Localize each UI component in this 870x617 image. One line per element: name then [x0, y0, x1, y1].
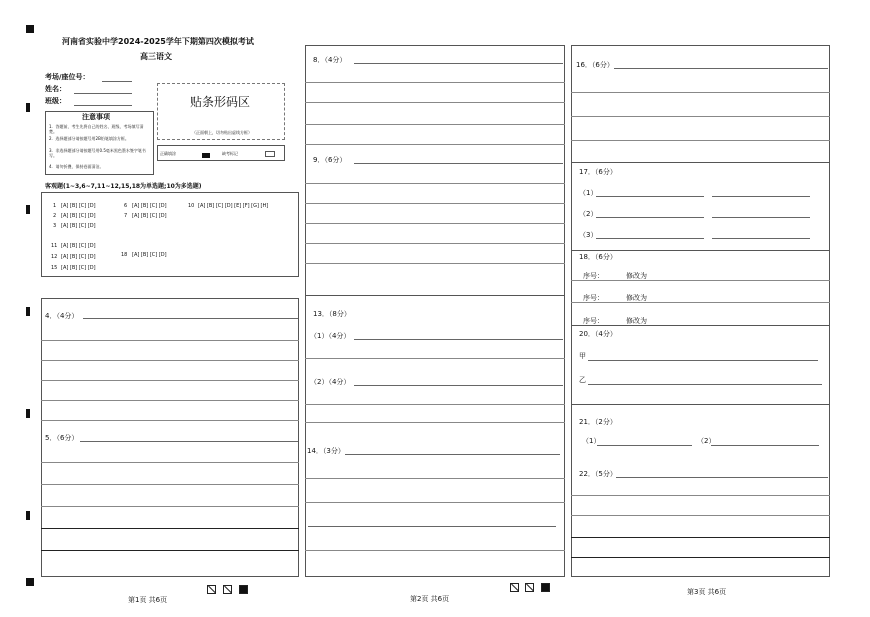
answer-line[interactable] — [305, 263, 565, 264]
q17-3-line-b[interactable] — [712, 238, 810, 239]
answer-line[interactable] — [41, 506, 299, 507]
answer-line[interactable] — [305, 223, 565, 224]
answer-line[interactable] — [305, 358, 565, 359]
barcode-area — [157, 83, 285, 140]
seq-label: 序号： — [583, 317, 604, 325]
page-marker-icon — [541, 583, 550, 592]
class-field[interactable] — [74, 105, 132, 106]
answer-line[interactable] — [305, 502, 565, 503]
q12-num: 12 — [51, 254, 58, 260]
q18-num: 18 — [121, 252, 128, 258]
q17-2-line-a[interactable] — [596, 217, 704, 218]
q16-line[interactable] — [614, 68, 828, 69]
q17-1-line-b[interactable] — [712, 196, 810, 197]
q17-label: 17．（6分） — [579, 168, 617, 176]
answer-line[interactable] — [571, 495, 830, 496]
answer-line[interactable] — [41, 360, 299, 361]
answer-line[interactable] — [305, 422, 565, 423]
timing-mark — [26, 25, 34, 33]
q4-line[interactable] — [83, 318, 298, 319]
page-marker-icon — [510, 583, 519, 592]
q4-label: 4．（4分） — [45, 312, 79, 320]
change-label: 修改为 — [626, 294, 647, 302]
answer-line[interactable] — [571, 116, 830, 117]
notes-heading: 注意事项 — [82, 113, 110, 121]
notes-item: 2．选择题部分请按题号用2B铅笔填涂方框。 — [49, 136, 129, 141]
section-divider — [571, 404, 830, 405]
q8-label: 8．（4分） — [313, 56, 347, 64]
q17-1-label: （1） — [579, 189, 598, 197]
page-marker-icon — [239, 585, 248, 594]
answer-line[interactable] — [571, 280, 830, 281]
q20-a-line[interactable] — [588, 360, 818, 361]
timing-mark — [26, 307, 30, 316]
q20-label: 20．（4分） — [579, 330, 617, 338]
barcode-label: 贴条形码区 — [190, 95, 251, 109]
answer-line[interactable] — [305, 203, 565, 204]
seq-label: 序号： — [583, 294, 604, 302]
name-label: 姓名： — [45, 85, 66, 93]
page-footer-1: 第1页 共6页 — [128, 596, 168, 604]
notes-item: 1．答题前，考生先将自己的姓名、班级、考场填写清楚。 — [49, 124, 144, 134]
section-divider — [571, 325, 830, 326]
q2-num: 2 — [53, 213, 57, 219]
answer-line[interactable] — [41, 400, 299, 401]
page-title: 河南省实验中学2024-2025学年下期第四次模拟考试 — [62, 37, 254, 46]
seq-label: 序号： — [583, 272, 604, 280]
page-subtitle: 高三语文 — [140, 52, 172, 61]
answer-line[interactable] — [41, 340, 299, 341]
answer-line[interactable] — [305, 102, 565, 103]
q21-2-line[interactable] — [711, 445, 819, 446]
q14-label: 14．（3分） — [307, 447, 345, 455]
q1-options[interactable]: [A] [B] [C] [D] — [61, 203, 96, 209]
q17-3-line-a[interactable] — [596, 238, 704, 239]
page-marker-icon — [223, 585, 232, 594]
timing-mark — [26, 511, 30, 520]
q13-1-label: （1）（4分） — [310, 332, 351, 340]
q20-b-line[interactable] — [588, 384, 822, 385]
answer-line[interactable] — [571, 140, 830, 141]
q22-label: 22．（5分） — [579, 470, 617, 478]
q11-num: 11 — [51, 243, 58, 249]
answer-line[interactable] — [571, 557, 830, 558]
q11-options[interactable]: [A] [B] [C] [D] — [61, 243, 96, 249]
q13-1-line[interactable] — [354, 339, 563, 340]
q15-num: 15 — [51, 265, 58, 271]
answer-line[interactable] — [571, 302, 830, 303]
answer-line[interactable] — [305, 478, 565, 479]
q16-label: 16．（6分） — [576, 61, 614, 69]
marks-box — [157, 145, 285, 161]
answer-line[interactable] — [41, 380, 299, 381]
answer-line[interactable] — [305, 144, 565, 145]
correct-fill-label: 正确填涂 — [160, 151, 176, 156]
section-divider — [305, 295, 565, 296]
q14-line[interactable] — [345, 454, 560, 455]
q10-num: 10 — [188, 203, 195, 209]
q15-options[interactable]: [A] [B] [C] [D] — [61, 265, 96, 271]
q21-2-label: （2） — [697, 437, 716, 445]
class-label: 班级： — [45, 97, 66, 105]
q18-options[interactable]: [A] [B] [C] [D] — [132, 252, 167, 258]
answer-line[interactable] — [571, 537, 830, 538]
timing-mark — [26, 578, 34, 586]
answer-line[interactable] — [305, 243, 565, 244]
answer-line[interactable] — [305, 550, 565, 551]
page-footer-2: 第2页 共6页 — [410, 595, 450, 603]
q7-num: 7 — [124, 213, 128, 219]
timing-mark — [26, 103, 30, 112]
q21-1-line[interactable] — [597, 445, 692, 446]
q21-1-label: （1） — [582, 437, 601, 445]
answer-line[interactable] — [305, 82, 565, 83]
answer-line[interactable] — [308, 526, 556, 527]
missing-mark-label: 缺考标记 — [222, 151, 238, 156]
q9-label: 9．（6分） — [313, 156, 347, 164]
q6-num: 6 — [124, 203, 128, 209]
q9-line[interactable] — [354, 163, 563, 164]
q3-options[interactable]: [A] [B] [C] [D] — [61, 223, 96, 229]
q10-options[interactable]: [A] [B] [C] [D] [E] [F] [G] [H] — [198, 203, 269, 209]
q3-num: 3 — [53, 223, 57, 229]
q6-options[interactable]: [A] [B] [C] [D] — [132, 203, 167, 209]
q17-2-line-b[interactable] — [712, 217, 810, 218]
section-divider — [571, 250, 830, 251]
q17-3-label: （3） — [579, 231, 598, 239]
q17-1-line-a[interactable] — [596, 196, 704, 197]
notes-item: 4．请勿折叠，保持卷面清洁。 — [49, 164, 104, 169]
notes-item: 3．非选择题部分请按题号用0.5毫米黑色墨水签字笔书写。 — [49, 148, 146, 158]
answer-line[interactable] — [41, 550, 299, 551]
page-marker-icon — [525, 583, 534, 592]
answer-line[interactable] — [41, 462, 299, 463]
answer-line[interactable] — [41, 528, 299, 529]
objective-box — [41, 192, 299, 277]
answer-line[interactable] — [41, 420, 299, 421]
change-label: 修改为 — [626, 317, 647, 325]
objective-heading: 客观题(1~3,6~7,11~12,15,18为单选题;10为多选题) — [45, 183, 202, 190]
correct-fill-example — [202, 153, 210, 158]
timing-mark — [26, 205, 30, 214]
q20-a-label: 甲 — [579, 352, 586, 360]
missing-mark-box[interactable] — [265, 151, 275, 157]
seat-label: 考场/座位号： — [45, 73, 90, 81]
answer-line[interactable] — [305, 404, 565, 405]
answer-line[interactable] — [305, 124, 565, 125]
q2-options[interactable]: [A] [B] [C] [D] — [61, 213, 96, 219]
q13-2-label: （2）（4分） — [310, 378, 351, 386]
page-footer-3: 第3页 共6页 — [687, 588, 727, 596]
q20-b-label: 乙 — [579, 376, 586, 384]
change-label: 修改为 — [626, 272, 647, 280]
barcode-note: （正面朝上，切勿贴出虚线方框） — [192, 130, 252, 135]
q21-label: 21．（2分） — [579, 418, 617, 426]
answer-box-column-3 — [571, 45, 830, 577]
answer-line[interactable] — [571, 515, 830, 516]
q17-2-label: （2） — [579, 210, 598, 218]
q22-line[interactable] — [616, 477, 828, 478]
q5-line[interactable] — [80, 441, 298, 442]
q13-2-line[interactable] — [354, 385, 563, 386]
q13-label: 13．（8分） — [313, 310, 351, 318]
section-divider — [571, 162, 830, 163]
page-marker-icon — [207, 585, 216, 594]
q19-label: 18．（6分） — [579, 253, 617, 261]
notes-box — [45, 111, 154, 175]
answer-line[interactable] — [305, 183, 565, 184]
name-field[interactable] — [74, 93, 132, 94]
seat-field[interactable] — [102, 81, 132, 82]
q8-line[interactable] — [354, 63, 563, 64]
q5-label: 5．（6分） — [45, 434, 79, 442]
q12-options[interactable]: [A] [B] [C] [D] — [61, 254, 96, 260]
answer-line[interactable] — [41, 484, 299, 485]
timing-mark — [26, 409, 30, 418]
answer-line[interactable] — [571, 92, 830, 93]
q7-options[interactable]: [A] [B] [C] [D] — [132, 213, 167, 219]
q1-num: 1 — [53, 203, 57, 209]
